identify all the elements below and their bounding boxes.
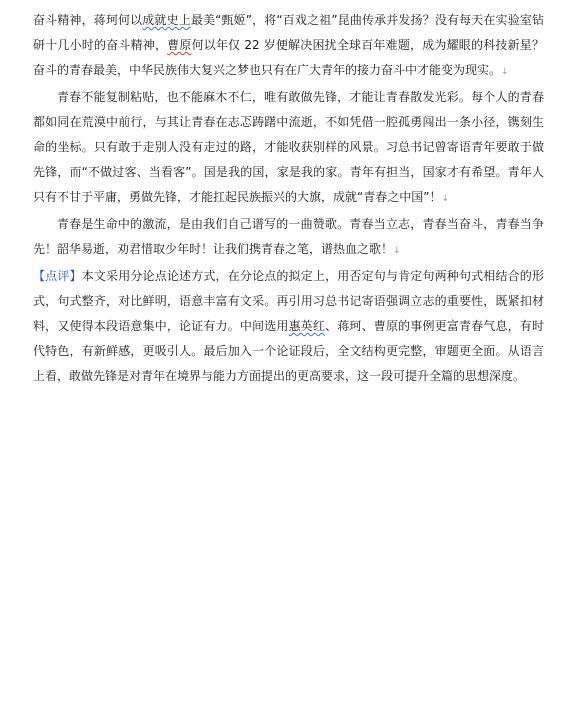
paragraph-be-pioneer <box>33 85 544 212</box>
paragraph-mark-icon: ↓ <box>501 67 509 77</box>
spellcheck-underlined-text: 成就史上 <box>142 13 191 27</box>
text-run: 青春是生命中的激流，是由我们自己谱写的一曲赞歌。青春当立志，青春当奋斗，青春当争先！韶华易逝，劝君惜取少年时！让我们携青春之笔，谱热血之歌！ <box>33 217 544 256</box>
commentary-tag: 【点评】 <box>33 269 82 283</box>
spellcheck-underlined-text: 惠英红 <box>288 319 326 333</box>
text-run: 奋斗精神，蒋珂何以 <box>33 13 143 27</box>
paragraph-commentary <box>33 264 544 389</box>
text-run: 最美“甄姬”，将“百戏之祖”昆曲传承并发扬？没有每天在实验室钻研十几小时的奋斗精神， <box>33 13 544 52</box>
paragraph-youth-song <box>33 212 544 264</box>
text-run: 何以年仅 22 岁便解决困扰全球百年难题，成为耀眼的科技新星？奋斗的青春最美，中华民族伟大复兴之梦也只有在广大青年的接力奋斗中才能变为现实。 <box>33 38 544 77</box>
paragraph-struggle-examples <box>33 8 544 85</box>
spellcheck-underlined-text: 曹原 <box>167 38 192 52</box>
document-body <box>33 8 544 389</box>
paragraph-mark-icon: ↓ <box>441 194 449 204</box>
text-run: 青春不能复制粘贴，也不能麻木不仁，唯有敢做先锋，才能让青春散发光彩。每个人的青春都如同在荒漠中前行，与其让青春在志忑踌躇中流逝，不如凭借一腔孤勇闯出一条小径，镌刻生命的坐标。只有敢于走别人没有走过的路，才能收获别样的风景。习总书记曾寄语青年要敢于做先锋，而“不做过客、当看客”。国是我的国，家是我的家。青年有担当，国家才有希望。青年人只有不甘于平庸，勇做先锋，才能扛起民族振兴的大旗，成就“青春之中国”！ <box>33 90 544 204</box>
text-run: 、蒋珂、曹原的事例更富青春气息，有时代特色，有新鲜感，更吸引人。最后加入一个论证段后，全文结构更完整，审题更全面。从语言上看，敢做先锋是对青年在境界与能力方面提出的更高要求，这一段可提升全篇的思想深度。 <box>33 319 544 383</box>
text-run: 本文采用分论点论述方式，在分论点的拟定上，用否定句与肯定句两种句式相结合的形式，句式整齐，对比鲜明，语意丰富有文采。再引用习总书记寄语强调立志的重要性，既紧扣材料，又使得本段语意集中，论证有力。中间选用 <box>33 269 544 333</box>
paragraph-mark-icon: ↓ <box>393 246 401 256</box>
